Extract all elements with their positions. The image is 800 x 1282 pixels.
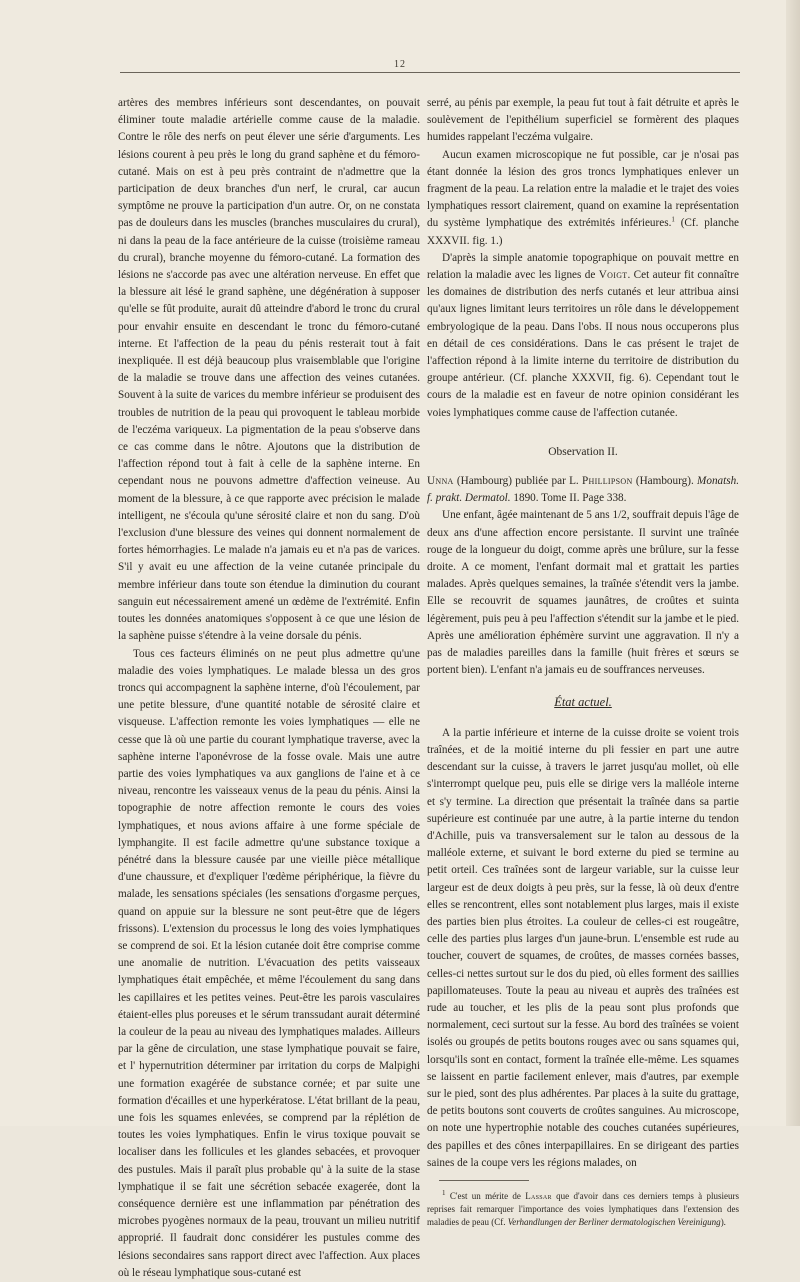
header-rule xyxy=(120,72,740,73)
left-paragraph-2: Tous ces facteurs éliminés on ne peut plus admettre qu'une maladie des voies lymphatiques. Le malade blessa un des gros troncs qui accompagnent la saphène interne, d'où l'écoulement, par une petite blessure, d'une quantité notable de sérosité claire et visqueuse. L'affection remonte les voies lymphatiques — elle ne cesse que là où une partie du courant lymphatique traverse, avec la saphène interne l'aponévrose de la fosse ovale. Mais une autre partie des voies lymphatiques va aux ganglions de l'aine et à ce niveau, rencontre les vaisseaux venus de la peau du pénis. Ainsi la topographie de notre affection remonte le cours des voies lymphatiques, et nous avions affaire à une forme spéciale de lymphangite. Il est facile admettre qu'une substance toxique a pénétré dans la blessure causée par une vieille pièce métallique d'une chaussure, et d'expliquer l'œdème périphérique, la fièvre du malade, les sensations spéciales (les sensations d'orgasme perçues, quand on appuie sur la blessure ne sont peut-être que de légers frissons). L'extension du processus le long des voies lymphatiques se comprend de soi. Et la lésion cutanée doit être comprise comme une anomalie de nutrition. L'évacuation des petits vaisseaux lymphatiques était empêchée, et même l'écoulement du sang dans les capillaires et les petites veines. Peut-être les parois vasculaires étaient-elles plus poreuses et le sérum transsudant aurait déterminé la couleur de la peau au niveau des lymphatiques malades. Ailleurs par la gêne de circulation, une stase lymphatique pouvait se faire, et l' hypernutrition déterminer par irritation du corps de Malpighi une formation exagérée de substance cornée; et par suite une formation d'écailles et une hyperkératose. L'état brillant de la peau, une fois les squames enlevées, se comprend par la réplétion de toutes les voies lymphatiques. Enfin le virus toxique pouvait se localiser dans les follicules et les glandes sebacées, et provoquer des pustules. Mais il paraît plus probable qu' à la suite de la stase lymphatique il se fait une sécrétion sebacée exagerée, dont la conséquence dernière est une inflammation par pénétration des microbes pyogènes normaux de la peau, trouvant un milieu nutritif approprié. Il faudrait donc considérer les pustules comme des lésions secondaires sans rapport direct avec l'affection. Aux places où le réseau lymphatique sous-cutané est xyxy=(118,646,420,1282)
left-column xyxy=(118,95,420,1282)
footnote-mark: 1 xyxy=(442,1189,446,1197)
footnote-reference: 1 xyxy=(671,216,675,224)
footnote-text: que d'avoir dans ces derniers temps à plusieurs reprises fait remarquer l'importance des voies lymphatiques dans l'extension des maladies de peau (Cf. xyxy=(427,1191,739,1227)
fraction: 1/2 xyxy=(612,509,626,521)
reference-line xyxy=(427,473,739,507)
right-paragraph-4 xyxy=(427,507,739,679)
right-paragraph-3 xyxy=(427,250,739,422)
right-column xyxy=(427,95,739,1229)
subsection-title: État actuel. xyxy=(427,694,739,711)
reference-text: (Hambourg). xyxy=(633,475,697,487)
paragraph-text: , souffrait depuis l'âge de deux ans d'une affection encore persistante. Il survint une traînée rouge de la longueur du doigt, comme après une brûlure, sur la fesse droite. A ce moment, l'enfant dormait mal et grattait les parties malades. Après quelques semaines, la traînée s'étendit vers la jambe. Elle se recouvrit de squames jaunâtres, de croûtes et suinta légèrement, puis peu à peu l'affection s'étendit sur la jambe et le pied. Après une amélioration éphémère survint une aggravation. Il n'y a pas de maladies pareilles dans la famille (huit frères et sœurs se portent bien). L'enfant n'a jamais eu de souffrances nerveuses. xyxy=(427,509,739,676)
footnote-text: ). xyxy=(721,1217,726,1227)
right-paragraph-5: A la partie inférieure et interne de la cuisse droite se voient trois traînées, et de la moitié interne du pli fessier en part une autre descendant sur la cuisse, à travers le jarret jusqu'au mollet, où elle s'interrompt quelque peu, puis elle se dirige vers la malléole interne et s'y termine. La direction que présentait la traînée dans sa partie supérieure est continuée par une autre, à la partie interne du tendon d'Achille, puis va transversalement sur le talon au dessous de la malléole externe, et suivant le bord externe du pied se termine au petit orteil. Ces traînées sont de largeur variable, sur la cuisse leur largeur est de deux doigts à peu près, sur la fesse, là où deux d'entre elles se rencontrent, elles sont notablement plus larges, mais il existe des parties bien plus étroites. La couleur de celles-ci est rougeâtre, celle des parties plus larges d'un jaune-brun. L'ensemble est rude au toucher, couvert de squames, de croûtes, de masses cornées basses, celles-ci nettes surtout sur le dos du pied, où elles forment des saillies papillomateuses. Toute la peau au niveau et auprès des traînées est rude au toucher, et les plis de la peau sont plus profonds que normalement, ceci surtout sur la fesse. Au bord des traînées se voient isolés ou groupés de petits boutons rouges avec ou sans squames qui, lorsqu'ils sont en contact, forment la traînée elle-même. Les squames se laissent en partie facilement enlever, mais d'autres, par exemple sur le pied, sont des plus adhérentes. Par places à la suite du grattage, de petits boutons sont couverts de croûtes sanguines. Au microscope, on note une hypertrophie notable des couches cutanées supérieures, des papilles et des cônes interpapillaires. En se dirigeant des parties saines de la coupe vers les régions malades, on xyxy=(427,725,739,1172)
journal-title: Verhandlungen der Berliner dermatologischen Vereinigung xyxy=(508,1217,721,1227)
paragraph-text: D'après la simple anatomie topographique on pouvait mettre en relation la maladie avec les lignes de xyxy=(427,252,739,281)
author-name: Phillipson xyxy=(582,475,633,487)
reference-text: (Hambourg) publiée par L. xyxy=(454,475,582,487)
page-edge-shadow xyxy=(786,0,800,1126)
author-name: Lassar xyxy=(525,1191,552,1201)
section-title: Observation II. xyxy=(427,444,739,461)
paragraph-text: . Cet auteur fit connaître les domaines de distribution des nerfs cutanés et leur attribua ainsi qu'aux lignes limitant leurs territoires un rôle dans le développement embryologique de la peau. Dans l'obs. II nous nous occuperons plus en détail de ces considérations. Dans le cas présent le trajet de l'affection répond à la limite interne du territoire de distribution du groupe antérieur. (Cf. planche XXXVII, fig. 6). Cependant tout le cours de la maladie est en faveur de notre opinion considérant les voies lymphatiques comme cause de l'affection cutanée. xyxy=(427,269,739,419)
paragraph-text: (Cf. planche XXXVII. fig. 1.) xyxy=(427,217,739,246)
footnote-text: C'est un mérite de xyxy=(446,1191,526,1201)
paragraph-text: Une enfant, âgée maintenant de 5 ans xyxy=(442,509,612,521)
footnote-rule xyxy=(439,1180,529,1181)
left-paragraph-1: artères des membres inférieurs sont descendantes, on pouvait éliminer toute maladie artérielle comme cause de la maladie. Contre le rôle des nerfs on peut élever une série d'arguments. Les lésions courent à peu près le long du grand saphène et du fémoro-cutané. Mais on est à peu près contraint de n'admettre que la participation de deux branches d'un nerf, le crural, car aucun symptôme ne prouve la participation d'un autre. Or, on ne constata pas de douleurs dans les muscles (branches musculaires du crural), ni dans la peau de la face antérieure de la cuisse (troisième rameau du crural), branche moyenne du fémoro-cutané. La formation des lésions ne s'accorde pas avec une altération nerveuse. En effet que la blessure ait lésé le grand saphène, une dégénération à supposer qu'elle se fût produite, aurait dû atteindre d'abord le tronc du crural pour envahir ensuite en descendant le tronc du fémoro-cutané interne. Et l'affection de la peau du pénis resterait tout à fait inexpliquée. Il est déjà beaucoup plus vraisemblable que l'origine de la maladie se trouve dans une affection des veines cutanées. Souvent à la suite de varices du membre inférieur se produisent des troubles de nutrition de la peau qui provoquent le tableau morbide de l'eczéma variqueux. La pigmentation de la peau s'observe dans ce cas comme dans le nôtre. Ajoutons que la distribution de l'affection répond tout à fait à celle de la saphène interne. En cependant nous ne pouvons admettre d'affection veineuse. Au moment de la blessure, à ce que rapporte avec précision le malade intelligent, ne s'écoula qu'une sérosité claire et non du sang. D'où l'exclusion d'une blessure des veines qui donnent normalement de fortes hémorrhagies. Le malade n'a jamais eu et n'a pas de varices. S'il y avait eu une affection de la veine cutanée principale du membre inférieur dans toute son étendue la diminution du courant sanguin eut nécessairement amené un œdème de l'extrémité. Enfin toutes les données anatomiques s'opposent à ce que une lésion de la saphène puisse s'étendre à la veine dorsale du pénis. xyxy=(118,95,420,646)
footnote xyxy=(427,1187,739,1229)
page-number: 12 xyxy=(0,59,800,70)
author-name: Voigt xyxy=(599,269,628,281)
right-paragraph-2 xyxy=(427,147,739,250)
reference-text: 1890. Tome II. Page 338. xyxy=(511,492,627,504)
author-name: Unna xyxy=(427,475,454,487)
journal-title: Monatsh. f. prakt. Dermatol. xyxy=(427,475,739,504)
right-paragraph-1: serré, au pénis par exemple, la peau fut tout à fait détruite et après le soulèvement de l'epithélium superficiel se formèrent des plaques humides rappelant l'eczéma vulgaire. xyxy=(427,95,739,147)
paragraph-text: Aucun examen microscopique ne fut possible, car je n'osai pas étant donnée la lésion des gros troncs lymphatiques enlever un fragment de la peau. La relation entre la maladie et le trajet des voies lymphatiques ressort clairement, quand on examine la représentation du système lymphatique des extrémités inférieures. xyxy=(427,149,739,230)
